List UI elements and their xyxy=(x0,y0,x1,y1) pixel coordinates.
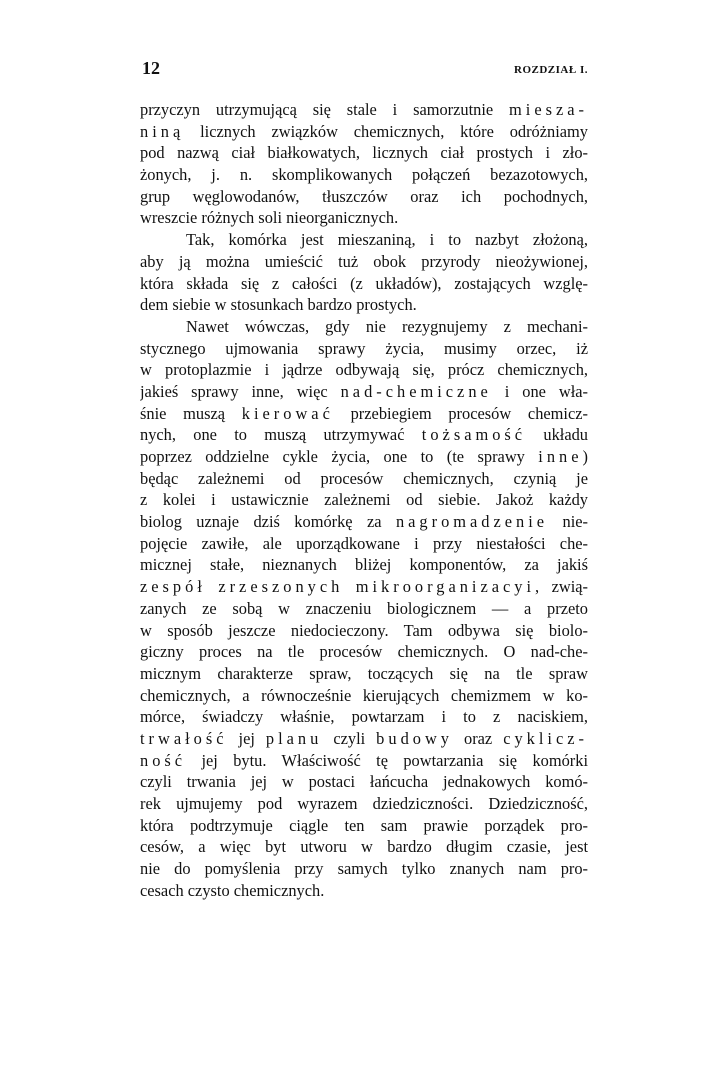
text-run: jej bytu. Właściwość tę powtarzania się komórki xyxy=(186,750,588,770)
text-run: w sposób jeszcze niedocieczony. Tam odbywa się biolo- xyxy=(140,620,588,640)
text-line xyxy=(140,489,588,511)
text-line xyxy=(140,294,588,316)
text-run: pojęcie zawiłe, ale uporządkowane i przy niestałości che- xyxy=(140,533,588,553)
spaced-emphasis: nad-chemiczne xyxy=(340,381,492,401)
text-run: rek ujmujemy pod wyrazem dziedziczności. Dziedziczność, xyxy=(140,794,588,813)
spaced-emphasis: zespół zrzeszonych mikroorganizacyi, xyxy=(140,577,544,597)
text-run: chemicznych, a równocześnie kierujących chemizmem w ko- xyxy=(140,685,588,705)
text-line xyxy=(140,554,588,576)
text-line xyxy=(140,685,588,707)
text-line xyxy=(140,359,588,381)
text-line xyxy=(140,273,588,295)
text-run: Tak, komórka jest mieszaniną, i to nazbyt złożoną, xyxy=(186,230,588,250)
spaced-emphasis: nagromadzenie xyxy=(395,512,549,532)
text-run: cesów, a więc byt utworu w bardzo długim czasie, jest xyxy=(140,837,588,857)
text-line xyxy=(140,533,588,555)
text-run: wreszcie różnych soli nieorganicznych. xyxy=(140,208,399,228)
text-line xyxy=(140,142,588,164)
text-run: czyli xyxy=(322,728,377,748)
text-run: nie- xyxy=(548,512,588,532)
text-run: ) xyxy=(582,447,588,466)
spaced-emphasis: ność xyxy=(140,750,187,770)
text-line xyxy=(140,121,588,143)
page-number: 12 xyxy=(142,58,160,78)
text-line xyxy=(140,251,588,273)
text-line xyxy=(140,663,588,685)
spaced-emphasis: tożsamość xyxy=(421,425,527,445)
text-run: z kolei i ustawicznie zależnemi od siebie. Jakoż każdy xyxy=(140,490,588,510)
spaced-emphasis: inne xyxy=(538,447,583,466)
text-run: która podtrzymuje ciągle ten sam prawie porządek pro- xyxy=(140,815,588,835)
text-run: śnie muszą xyxy=(140,403,242,423)
text-run: biolog uznaje dziś komórkę za xyxy=(140,512,396,532)
spaced-emphasis: niną xyxy=(140,121,185,141)
text-line xyxy=(140,164,588,186)
text-line xyxy=(140,424,588,446)
text-line xyxy=(140,771,588,793)
text-line xyxy=(140,229,588,251)
text-run: Nawet wówczas, gdy nie rezygnujemy z mechani- xyxy=(186,316,588,336)
text-line xyxy=(140,728,588,750)
spaced-emphasis: kierować xyxy=(241,403,334,423)
text-run: licznych związków chemicznych, które odróżniamy xyxy=(184,121,588,141)
text-run: czyli trwania jej w postaci łańcucha jednakowych komó- xyxy=(140,772,588,792)
text-run: będąc zależnemi od procesów chemicznych, czynią je xyxy=(140,468,588,488)
text-line xyxy=(140,793,588,815)
page-header xyxy=(140,58,588,82)
text-run: pod nazwą ciał białkowatych, licznych ciał prostych i zło- xyxy=(140,143,588,163)
spaced-emphasis: mieszа- xyxy=(509,100,588,119)
text-line xyxy=(140,99,588,121)
text-run: przebiegiem procesów chemicz- xyxy=(333,403,588,423)
text-line xyxy=(140,706,588,728)
text-line xyxy=(140,598,588,620)
text-run: żonych, j. n. skomplikowanych połączeń bezazotowych, xyxy=(140,165,588,185)
text-line xyxy=(140,858,588,880)
text-line xyxy=(140,338,588,360)
text-run: mórce, świadczy właśnie, powtarzam i to z naciskiem, xyxy=(140,707,588,727)
spaced-emphasis: trwałość xyxy=(140,728,228,748)
text-run: i one wła- xyxy=(491,381,588,401)
text-run: układu xyxy=(526,425,588,445)
text-run: nie do pomyślenia przy samych tylko znanych nam pro- xyxy=(140,859,588,879)
text-line xyxy=(140,468,588,490)
text-line xyxy=(140,186,588,208)
text-run: dem siebie w stosunkach bardzo prostych. xyxy=(140,295,417,315)
text-run: micznym charakterze spraw, toczących się na tle spraw xyxy=(140,663,588,683)
text-run: która składa się z całości (z układów), zostających wzglę- xyxy=(140,273,588,293)
text-run: zwią- xyxy=(543,577,588,597)
text-run: nych, one to muszą utrzymywać xyxy=(140,425,422,445)
text-line xyxy=(140,446,588,468)
text-line xyxy=(140,880,588,902)
running-head: ROZDZIAŁ I. xyxy=(514,64,588,76)
text-run: micznej stałe, nieznanych bliżej komponentów, za jakiś xyxy=(140,555,588,575)
text-run: poprzez oddzielne cykle życia, one to (te sprawy xyxy=(140,447,539,466)
text-line xyxy=(140,750,588,772)
text-run: stycznego ujmowania sprawy życia, musimy orzec, iż xyxy=(140,338,588,358)
text-line xyxy=(140,403,588,425)
text-run: jej xyxy=(227,728,266,748)
text-line xyxy=(140,316,588,338)
text-line xyxy=(140,576,588,598)
text-line xyxy=(140,207,588,229)
text-run: cesach czysto chemicznych. xyxy=(140,880,325,900)
text-run: jakieś sprawy inne, więc xyxy=(140,381,341,401)
text-run: oraz xyxy=(453,728,504,748)
text-line xyxy=(140,836,588,858)
text-line xyxy=(140,620,588,642)
body-text xyxy=(140,99,588,901)
text-run: zanych ze sobą w znaczeniu biologicznem — a przeto xyxy=(140,598,588,618)
text-run: przyczyn utrzymującą się stale i samorzutnie xyxy=(140,100,510,119)
text-line xyxy=(140,815,588,837)
text-run: aby ją można umieścić tuż obok przyrody nieożywionej, xyxy=(140,251,588,271)
spaced-emphasis: budowy xyxy=(376,728,453,748)
spaced-emphasis: planu xyxy=(265,728,323,748)
text-run: grup węglowodanów, tłuszczów oraz ich pochodnych, xyxy=(140,186,588,206)
text-run: w protoplazmie i jądrze odbywają się, prócz chemicznych, xyxy=(140,360,588,380)
text-line xyxy=(140,511,588,533)
text-line xyxy=(140,381,588,403)
text-line xyxy=(140,641,588,663)
spaced-emphasis: cyklicz- xyxy=(503,728,588,748)
text-run: giczny proces na tle procesów chemicznych. O nad-che- xyxy=(140,642,588,662)
